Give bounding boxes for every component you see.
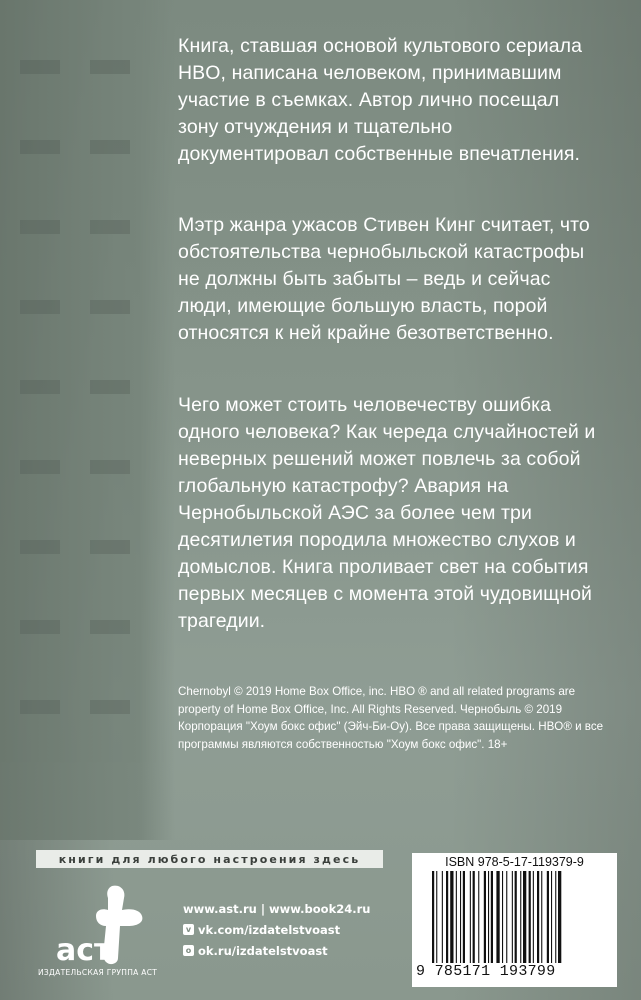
barcode-bar — [547, 871, 549, 963]
window — [90, 540, 130, 554]
barcode-bar — [523, 871, 526, 963]
barcode-bar — [446, 871, 448, 963]
window — [20, 140, 60, 154]
barcode-bar — [551, 871, 552, 963]
window — [20, 300, 60, 314]
logo-text: аст — [56, 933, 112, 968]
barcode-bar — [460, 871, 461, 963]
window — [20, 60, 60, 74]
barcode-bar — [470, 871, 471, 963]
window — [90, 60, 130, 74]
barcode-bar — [555, 871, 556, 963]
window — [90, 700, 130, 714]
barcode-bar — [558, 871, 561, 963]
barcode-bar — [432, 871, 434, 963]
building-silhouette — [0, 0, 175, 840]
window — [90, 220, 130, 234]
window — [90, 300, 130, 314]
tagline-text: книги для любого настроения здесь — [58, 852, 361, 866]
tagline-bar — [36, 850, 383, 868]
barcode-bar — [450, 871, 453, 963]
publisher-links — [183, 898, 370, 961]
ast-logo — [42, 880, 162, 970]
barcode-bar — [502, 871, 503, 963]
barcode-bar — [520, 871, 521, 963]
website-links[interactable]: www.ast.ru | www.book24.ru — [183, 901, 371, 916]
window — [90, 620, 130, 634]
window — [20, 460, 60, 474]
barcode-bar — [488, 871, 489, 963]
window — [20, 540, 60, 554]
barcode-bar — [473, 871, 475, 963]
barcode-bar — [541, 871, 542, 963]
barcode-bar — [515, 871, 517, 963]
barcode-bar — [533, 871, 534, 963]
barcode-bar — [529, 871, 531, 963]
window — [20, 380, 60, 394]
barcode-bar — [456, 871, 457, 963]
logo-caption: ИЗДАТЕЛЬСКАЯ ГРУППА АСТ — [38, 968, 158, 977]
barcode-bar — [491, 871, 493, 963]
barcode-bar — [496, 871, 499, 963]
window — [90, 460, 130, 474]
barcode-bar — [436, 871, 437, 963]
barcode-bar — [484, 871, 486, 963]
isbn-label: ISBN 978-5-17-119379-9 — [445, 855, 584, 869]
window — [20, 700, 60, 714]
barcode-digits: 9 785171 193799 — [416, 963, 556, 980]
vk-icon: v — [183, 924, 194, 935]
barcode-bar — [506, 871, 507, 963]
description-paragraph-3: Чего может стоить человечеству ошибка одного человека? Как череда случайностей и неверных решений может повлечь за собой глобальную катастрофу? Авария на Чернобыльской АЭС за более чем три десятилетия породила множество слухов и домыслов. Книга проливает свет на события первых месяцев с момента этой чудовищной трагедии. — [178, 394, 596, 632]
description-paragraph-2: Мэтр жанра ужасов Стивен Кинг считает, что обстоятельства чернобыльской катастрофы не должны быть забыты – ведь и сейчас люди, имеющие большую власть, порой относятся к ней крайне безответственно. — [178, 214, 590, 344]
barcode-bar — [512, 871, 513, 963]
ok-icon: o — [183, 945, 194, 956]
barcode-bar — [478, 871, 479, 963]
window — [90, 140, 130, 154]
barcode-bar — [442, 871, 443, 963]
vk-link[interactable]: vk.com/izdatelstvoast — [198, 922, 341, 937]
barcode-panel — [412, 853, 617, 987]
ok-link[interactable]: ok.ru/izdatelstvoast — [198, 943, 328, 958]
window — [20, 220, 60, 234]
copyright-notice: Chernobyl © 2019 Home Box Office, inc. HBO ® and all related programs are property of Home Box Office, Inc. All Rights Reserved. Чернобыль © 2019 Корпорация "Хоум бокс офис" (Эйч-Би-Оу). Все права защищены. HBO® и все программы являются собственностью "Хоум бокс офис". 18+ — [178, 685, 604, 751]
barcode-bar — [537, 871, 539, 963]
window — [90, 380, 130, 394]
description-paragraph-1: Книга, ставшая основой культового сериала HBO, написана человеком, принимавшим участие в съемках. Автор лично посещал зону отчуждения и тщательно документировал собственные впечатления. — [178, 35, 583, 165]
barcode-bar — [463, 871, 465, 963]
barcode — [430, 871, 606, 966]
window — [20, 620, 60, 634]
